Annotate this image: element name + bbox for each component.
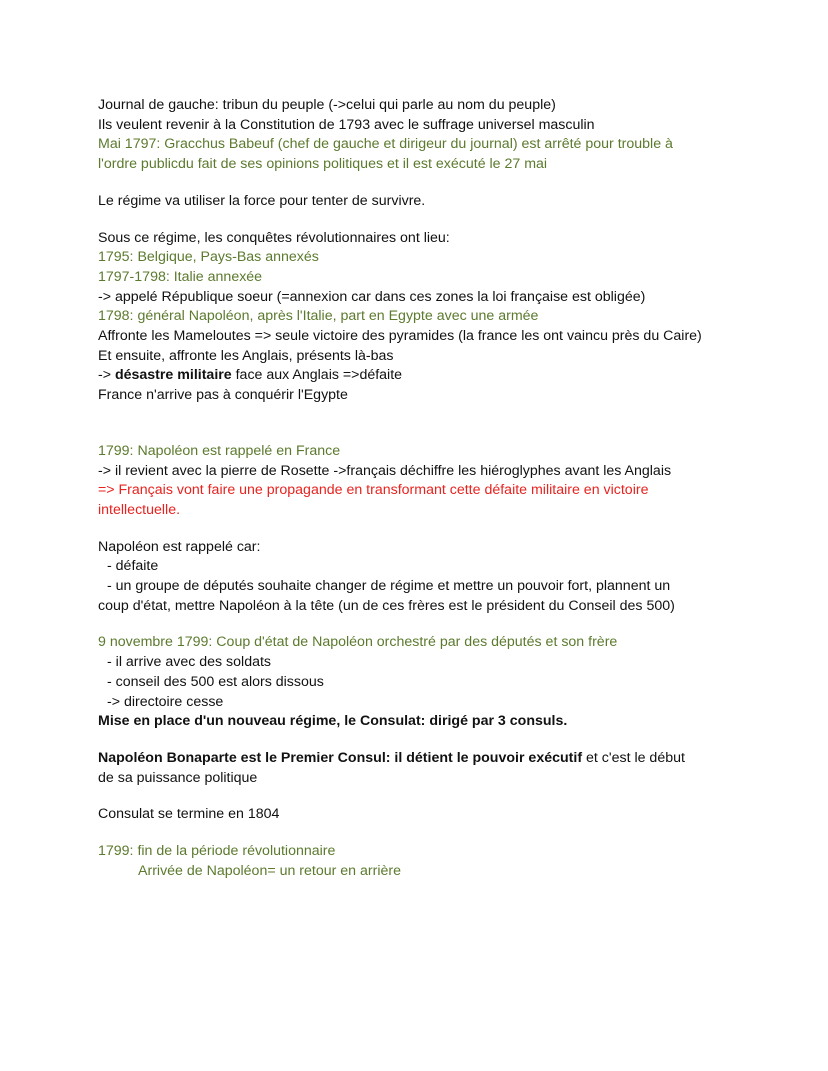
text-line: Ils veulent revenir à la Constitution de 1793 avec le suffrage universel masculin [98,116,595,133]
spacer [98,406,758,442]
spacer [98,825,758,842]
paragraph-premier-consul [98,749,758,788]
text-line-mixed [98,366,758,386]
highlight-line-red: => Français vont faire une propagande en transformant cette défaite militaire en victoire [98,482,649,499]
text-line: Et ensuite, affronte les Anglais, présents là-bas [98,347,394,364]
text-line-bold [98,712,758,732]
list-item: -> directoire cesse [107,693,224,710]
paragraph-fin-periode [98,842,758,881]
list-item: - un groupe de députés souhaite changer de régime et mettre un pouvoir fort, plannent un [107,578,671,595]
highlight-line-green: Mai 1797: Gracchus Babeuf (chef de gauche et dirigeur du journal) est arrêté pour trouble à [98,136,673,153]
spacer [98,788,758,805]
highlight-line-red: intellectuelle. [98,501,181,518]
paragraph-regime-force [98,192,758,212]
text-line: Napoléon est rappelé car: [98,538,261,555]
spacer [98,175,758,192]
bold-text: Napoléon Bonaparte est le Premier Consul: il détient le pouvoir exécutif [98,749,583,766]
paragraph-coup-etat [98,633,758,732]
text-line: coup d'état, mettre Napoléon à la tête (un de ces frères est le président du Conseil des 500) [98,597,675,614]
highlight-line-green: 1795: Belgique, Pays-Bas annexés [98,249,319,266]
text-line: Journal de gauche: tribun du peuple (->celui qui parle au nom du peuple) [98,97,556,113]
paragraph-raisons-rappel [98,538,758,617]
text-line: Sous ce régime, les conquêtes révolutionnaires ont lieu: [98,229,450,246]
text-line: France n'arrive pas à conquérir l'Egypte [98,387,348,404]
text-line: -> appelé République soeur (=annexion car dans ces zones la loi française est obligée) [98,288,646,305]
text-line: Le régime va utiliser la force pour tenter de survivre. [98,192,426,209]
highlight-line-green: 1797-1798: Italie annexée [98,268,263,285]
spacer [98,212,758,229]
text-line-mixed [98,749,758,769]
text-line: de sa puissance politique [98,769,258,786]
text-run: et c'est le début [582,749,685,766]
document-page [98,96,758,882]
spacer [98,521,758,538]
list-item: - défaite [107,558,159,575]
paragraph-fin-consulat [98,805,758,825]
highlight-line-green: 1799: fin de la période révolutionnaire [98,843,336,860]
highlight-line-green: 9 novembre 1799: Coup d'état de Napoléon orchestré par des députés et son frère [98,634,618,651]
highlight-line-green: l'ordre publicdu fait de ses opinions politiques et il est exécuté le 27 mai [98,156,548,173]
bold-text: désastre militaire [114,367,232,384]
text-line: Affronte les Mameloutes => seule victoire des pyramides (la france les ont vaincu près du Caire) [98,328,702,345]
paragraph-rappel-france [98,442,758,521]
text-run: face aux Anglais =>défaite [231,367,403,384]
highlight-line-green: 1799: Napoléon est rappelé en France [98,442,341,459]
list-item: - il arrive avec des soldats [107,654,272,671]
highlight-line-green: Arrivée de Napoléon= un retour en arrière [138,862,402,879]
spacer [98,732,758,749]
list-item: - conseil des 500 est alors dissous [107,673,324,690]
bold-text: Mise en place d'un nouveau régime, le Consulat: dirigé par 3 consuls. [98,713,568,730]
spacer [98,616,758,633]
text-run: -> [98,367,115,384]
highlight-line-green: 1798: général Napoléon, après l'Italie, part en Egypte avec une armée [98,308,539,325]
text-line: Consulat se termine en 1804 [98,806,280,823]
paragraph-journal-gauche [98,96,758,175]
text-line: -> il revient avec la pierre de Rosette ->français déchiffre les hiéroglyphes avant les Anglais [98,462,672,479]
paragraph-conquetes [98,229,758,406]
